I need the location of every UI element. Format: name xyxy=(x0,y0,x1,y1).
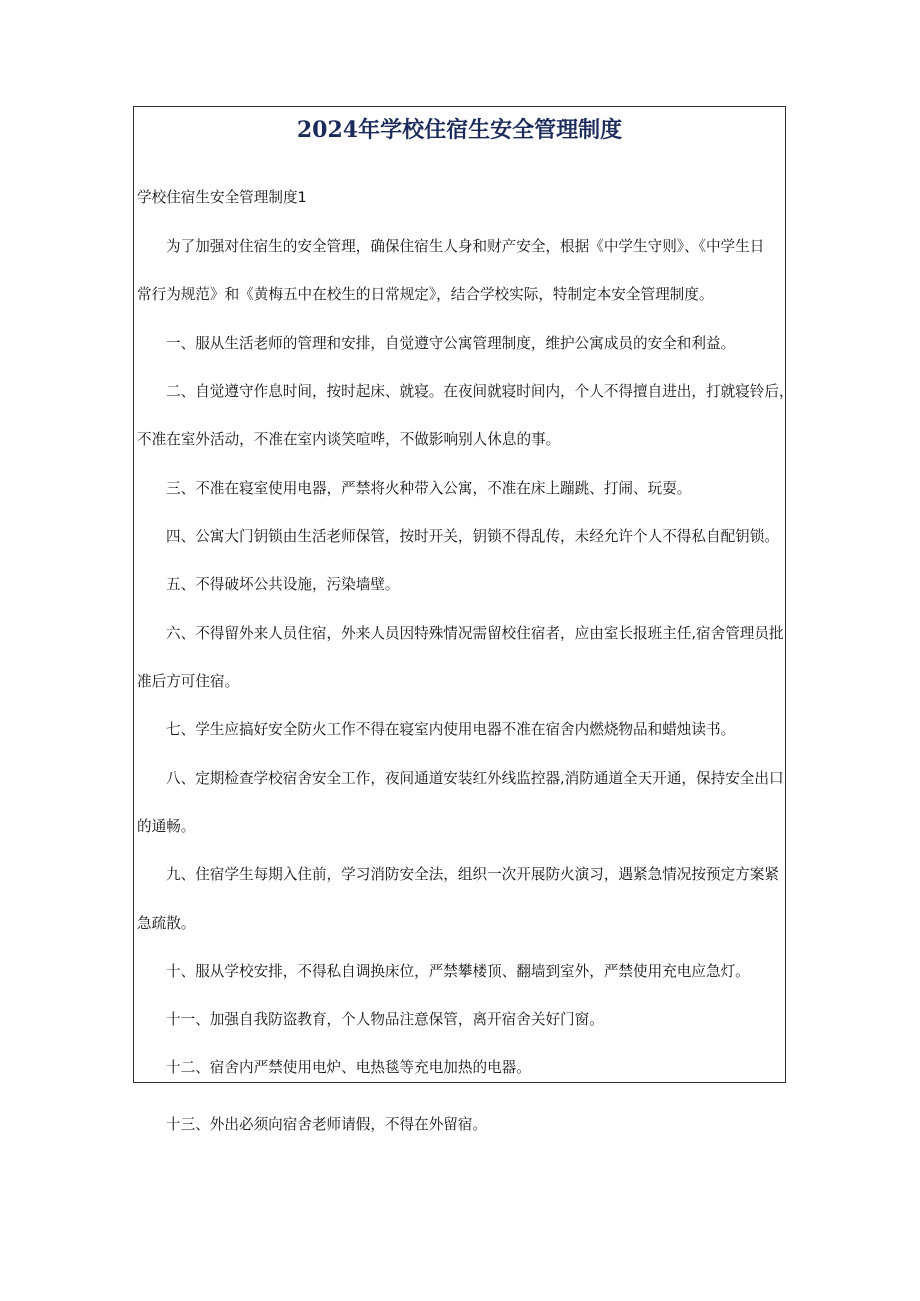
rule-line: 急疏散。 xyxy=(137,915,196,932)
rule-line: 准后方可住宿。 xyxy=(137,673,240,690)
rule-line: 一、服从生活老师的管理和安排，自觉遵守公寓管理制度，维护公寓成员的安全和利益。 xyxy=(166,335,736,352)
rule-line: 六、不得留外来人员住宿，外来人员因特殊情况需留校住宿者，应由室长报班主任,宿舍管理员批 xyxy=(166,625,784,642)
document-title: 2024年学校住宿生安全管理制度 xyxy=(296,117,623,143)
rule-line: 七、学生应搞好安全防火工作不得在寝室内使用电器不准在宿舍内燃烧物品和蜡烛读书。 xyxy=(166,721,736,738)
intro-line: 为了加强对住宿生的安全管理，确保住宿生人身和财产安全，根据《中学生守则》、《中学生日 xyxy=(166,238,765,255)
rule-line: 的通畅。 xyxy=(137,818,196,835)
rule-line: 三、不准在寝室使用电器，严禁将火种带入公寓，不准在床上蹦跳、打闹、玩耍。 xyxy=(166,480,692,497)
rule-line: 九、住宿学生每期入住前，学习消防安全法，组织一次开展防火演习，遇紧急情况按预定方案紧 xyxy=(166,866,779,883)
rule-line: 八、定期检查学校宿舍安全工作，夜间通道安装红外线监控器,消防通道全天开通，保持安全出口 xyxy=(166,770,784,787)
rule-line: 四、公寓大门钥锁由生活老师保管，按时开关，钥锁不得乱传，未经允许个人不得私自配钥锁。 xyxy=(166,528,779,545)
rule-line: 十一、加强自我防盗教育，个人物品注意保管，离开宿舍关好门窗。 xyxy=(166,1011,604,1028)
rule-line: 十二、宿舍内严禁使用电炉、电热毯等充电加热的电器。 xyxy=(166,1059,531,1076)
rule-line: 二、自觉遵守作息时间，按时起床、就寝。在夜间就寝时间内，个人不得擅自进出，打就寝铃后， xyxy=(166,383,794,400)
intro-line: 常行为规范》和《黄梅五中在校生的日常规定》，结合学校实际，特制定本安全管理制度。 xyxy=(137,286,714,303)
section-heading: 学校住宿生安全管理制度1 xyxy=(137,189,307,206)
rule-line: 不准在室外活动，不准在室内谈笑喧哗，不做影响别人休息的事。 xyxy=(137,431,561,448)
rule-line: 十、服从学校安排，不得私自调换床位，严禁攀楼顶、翻墙到室外，严禁使用充电应急灯。 xyxy=(166,963,750,980)
rule-line: 十三、外出必须向宿舍老师请假，不得在外留宿。 xyxy=(166,1116,488,1133)
rule-line: 五、不得破坏公共设施，污染墙壁。 xyxy=(166,576,400,593)
